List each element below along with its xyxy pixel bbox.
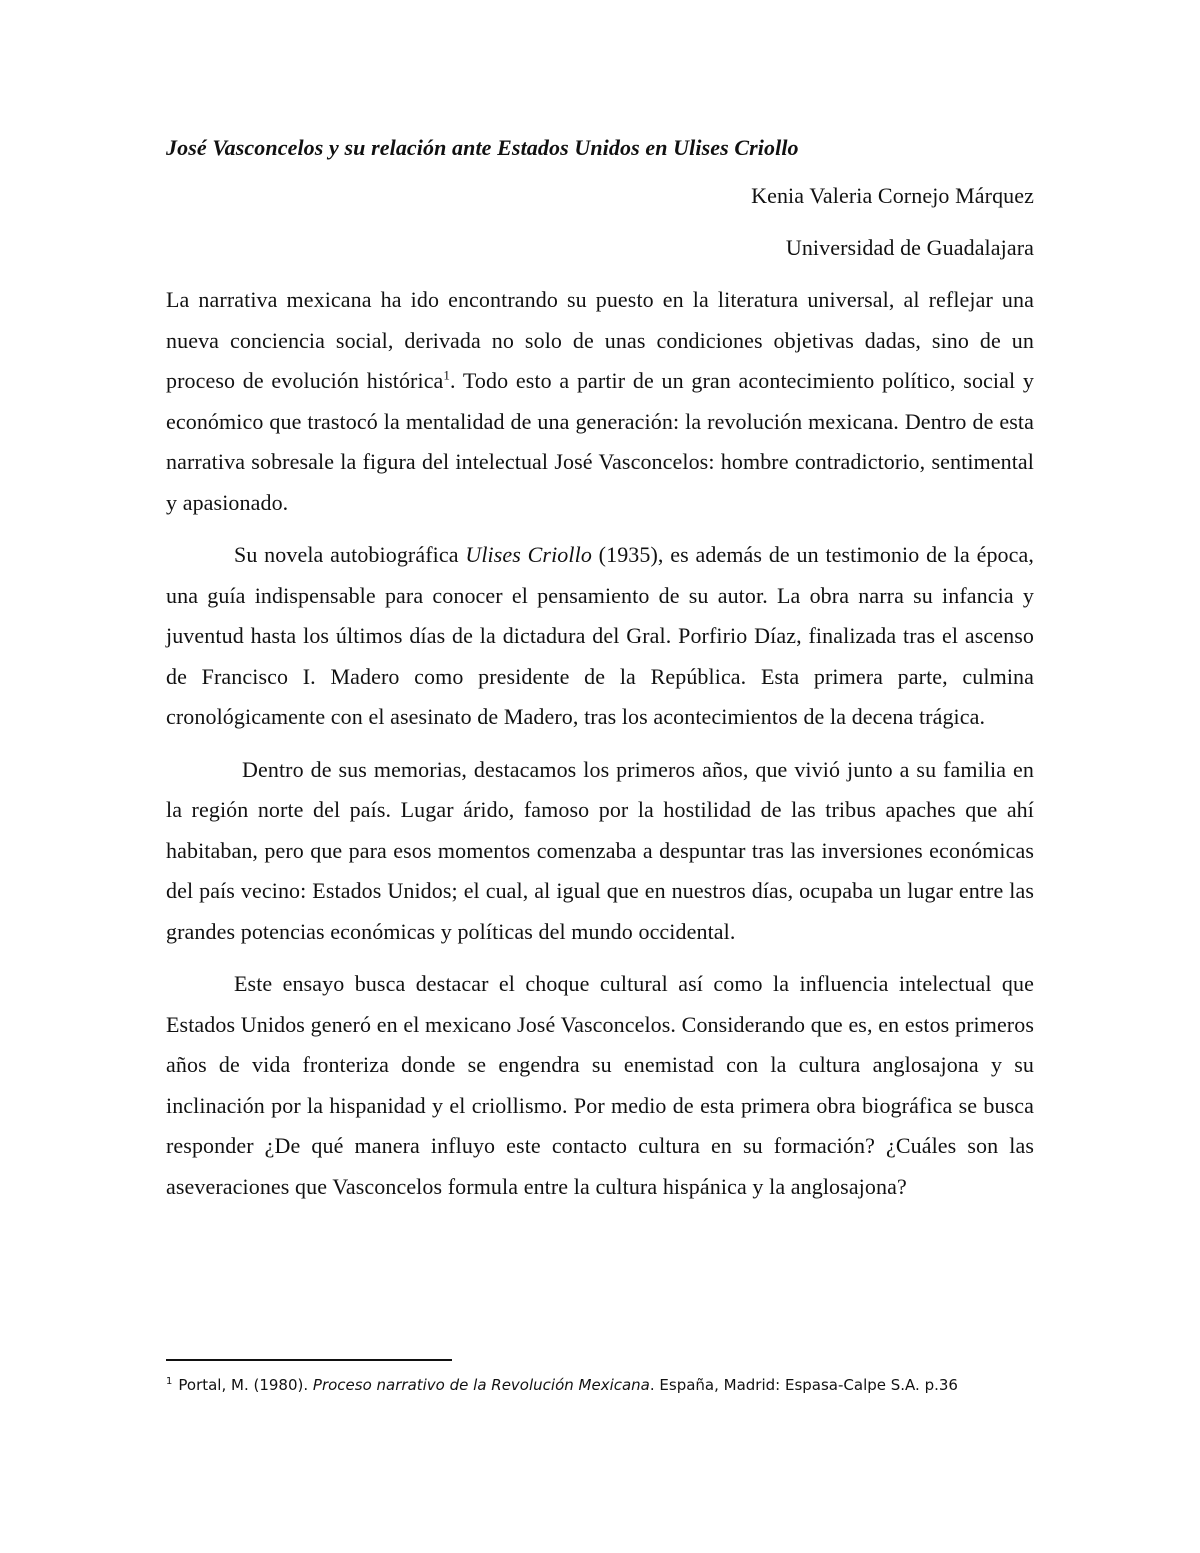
footnote bbox=[166, 1373, 1066, 1397]
footnote-reference-1: 1 bbox=[443, 367, 451, 383]
author-name: Kenia Valeria Cornejo Márquez bbox=[751, 183, 1034, 208]
document-body bbox=[166, 128, 1034, 1207]
document-title: José Vasconcelos y su relación ante Estados Unidos en Ulises Criollo bbox=[166, 135, 799, 160]
paragraph-1-text-before-footnote: La narrativa mexicana ha ido encontrando su puesto en la literatura universal, al reflejar una nueva conciencia social, derivada no solo de unas condiciones objetivas dadas, sino de un proceso de evolución histórica bbox=[166, 287, 1034, 393]
author-affiliation: Universidad de Guadalajara bbox=[785, 235, 1034, 260]
paragraph-1-text-after-footnote: . Todo esto a partir de un gran acontecimiento político, social y económico que trastocó la mentalidad de una generación: la revolución mexicana. Dentro de esta narrativa sobresale la figura del intelectual José Vasconcelos: hombre contradictorio, sentimental y apasionado. bbox=[166, 368, 1034, 515]
paragraph-2-text-before-title: Su novela autobiográfica bbox=[234, 542, 466, 567]
footnote-marker: 1 bbox=[166, 1376, 173, 1387]
footnote-citation-start: Portal, M. (1980). bbox=[178, 1376, 313, 1394]
paragraph-3: Dentro de sus memorias, destacamos los primeros años, que vivió junto a su familia en la región norte del país. Lugar árido, famoso por la hostilidad de las tribus apaches que ahí habitaban, pero que para esos momentos comenzaba a despuntar tras las inversiones económicas del país vecino: Estados Unidos; el cual, al igual que en nuestros días, ocupaba un lugar entre las grandes potencias económicas y políticas del mundo occidental. bbox=[166, 756, 1034, 944]
paragraph-1 bbox=[166, 280, 1034, 523]
paragraph-4: Este ensayo busca destacar el choque cultural así como la influencia intelectual que Estados Unidos generó en el mexicano José Vasconcelos. Considerando que es, en estos primeros años de vida fronteriza donde se engendra su enemistad con la cultura anglosajona y su inclinación por la hispanidad y el criollismo. Por medio de esta primera obra biográfica se busca responder ¿De qué manera influyo este contacto cultura en su formación? ¿Cuáles son las aseveraciones que Vasconcelos formula entre la cultura hispánica y la anglosajona? bbox=[166, 971, 1034, 1199]
paragraph-2 bbox=[166, 535, 1034, 738]
footnote-citation-end: . España, Madrid: Espasa-Calpe S.A. p.36 bbox=[649, 1376, 958, 1394]
footnote-separator bbox=[166, 1359, 452, 1361]
paragraph-2-text-after-title: (1935), es además de un testimonio de la época, una guía indispensable para conocer el pensamiento de su autor. La obra narra su infancia y juventud hasta los últimos días de la dictadura del Gral. Porfirio Díaz, finalizada tras el ascenso de Francisco I. Madero como presidente de la República. Esta primera parte, culmina cronológicamente con el asesinato de Madero, tras los acontecimientos de la decena trágica. bbox=[166, 542, 1034, 729]
footnote-book-title: Proceso narrativo de la Revolución Mexicana bbox=[312, 1376, 650, 1394]
novel-title: Ulises Criollo bbox=[465, 542, 592, 567]
